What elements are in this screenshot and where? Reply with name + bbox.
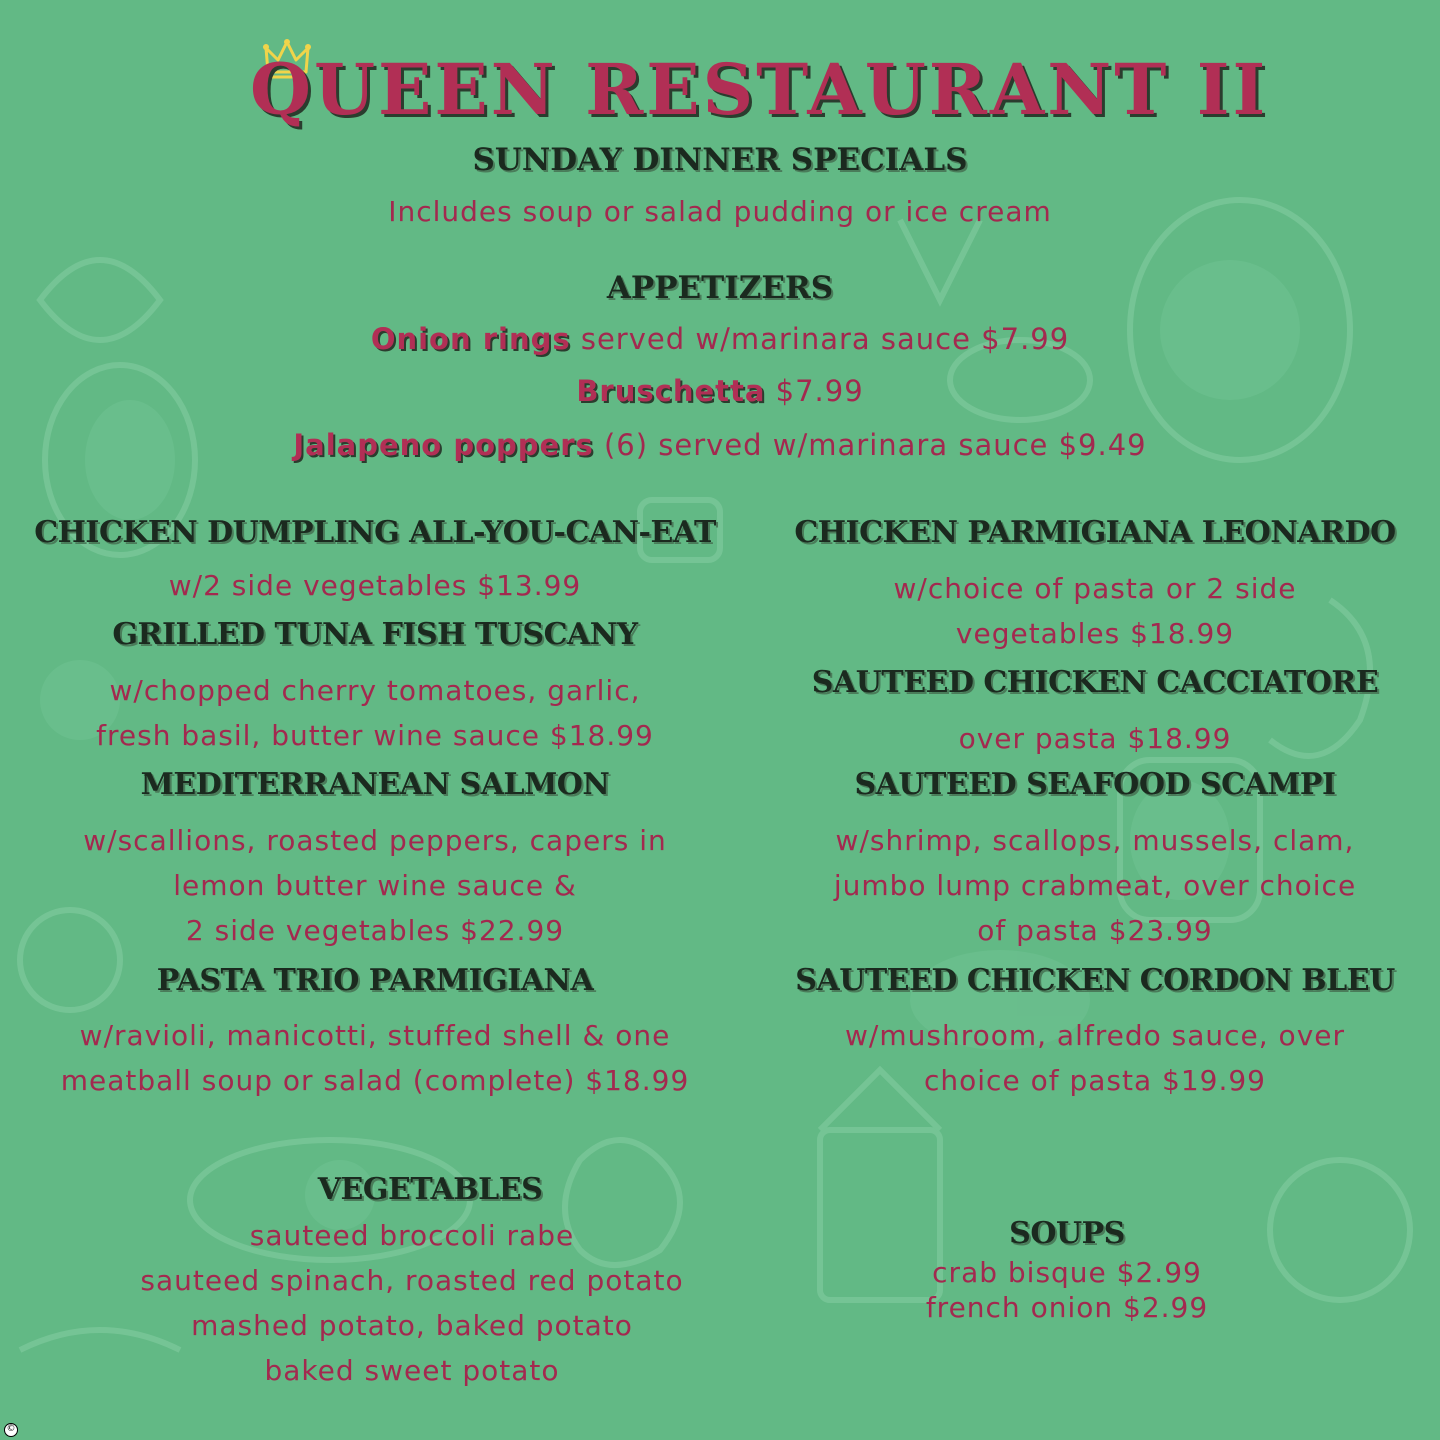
entree-desc: jumbo lump crabmeat, over choice (833, 869, 1357, 902)
appetizer-item (180, 322, 1260, 356)
entree-name: SAUTEED SEAFOOD SCAMPI (854, 767, 1336, 802)
appetizer-detail: $7.99 (765, 374, 864, 408)
entree-desc: of pasta $23.99 (977, 914, 1213, 947)
entree-name: SAUTEED CHICKEN CACCIATORE (811, 665, 1379, 700)
vegetables-heading: VEGETABLES (317, 1172, 543, 1207)
entree-desc: w/2 side vegetables $13.99 (168, 569, 582, 602)
restaurant-name: QUEEN RESTAURANT II (250, 48, 1269, 131)
vegetable-item: baked sweet potato (264, 1354, 560, 1387)
specials-includes: Includes soup or salad pudding or ice cream (388, 195, 1052, 228)
entree-desc: over pasta $18.99 (958, 722, 1232, 755)
entree-desc: w/ravioli, manicotti, stuffed shell & one (79, 1019, 671, 1052)
soup-item: crab bisque $2.99 (932, 1256, 1202, 1289)
appetizer-name: Jalapeno poppers (293, 428, 594, 462)
entree-name: SAUTEED CHICKEN CORDON BLEU (795, 963, 1395, 998)
entree-desc: meatball soup or salad (complete) $18.99 (60, 1064, 690, 1097)
appetizer-name: Bruschetta (576, 374, 766, 408)
appetizers-heading: APPETIZERS (606, 270, 834, 306)
vegetable-item: mashed potato, baked potato (191, 1309, 633, 1342)
entree-desc: fresh basil, butter wine sauce $18.99 (96, 719, 654, 752)
entree-name: CHICKEN DUMPLING ALL-YOU-CAN-EAT (34, 515, 716, 550)
appetizer-item (180, 428, 1260, 462)
soup-item: french onion $2.99 (925, 1291, 1209, 1324)
appetizer-detail: served w/marinara sauce $7.99 (570, 322, 1070, 356)
entree-desc: 2 side vegetables $22.99 (185, 914, 565, 947)
entree-name: GRILLED TUNA FISH TUSCANY (112, 617, 638, 652)
entree-name: MEDITERRANEAN SALMON (140, 767, 610, 802)
entree-desc: w/mushroom, alfredo sauce, over (845, 1019, 1345, 1052)
appetizer-item (180, 374, 1260, 408)
entree-desc: w/chopped cherry tomatoes, garlic, (109, 674, 641, 707)
entree-desc: w/choice of pasta or 2 side (893, 572, 1297, 605)
vegetable-item: sauteed broccoli rabe (249, 1219, 575, 1252)
entree-desc: w/scallions, roasted peppers, capers in (83, 824, 667, 857)
entree-name: PASTA TRIO PARMIGIANA (156, 963, 594, 998)
vegetable-item: sauteed spinach, roasted red potato (140, 1264, 684, 1297)
copyright-icon: © (4, 1423, 18, 1437)
entree-desc: lemon butter wine sauce & (173, 869, 577, 902)
appetizer-detail: (6) served w/marinara sauce $9.49 (593, 428, 1147, 462)
specials-title: SUNDAY DINNER SPECIALS (472, 142, 968, 178)
entree-desc: vegetables $18.99 (955, 617, 1235, 650)
entree-desc: choice of pasta $19.99 (924, 1064, 1266, 1097)
entree-desc: w/shrimp, scallops, mussels, clam, (835, 824, 1355, 857)
appetizer-name: Onion rings (370, 322, 571, 356)
soups-heading: SOUPS (1009, 1216, 1125, 1251)
entree-name: CHICKEN PARMIGIANA LEONARDO (794, 515, 1396, 550)
